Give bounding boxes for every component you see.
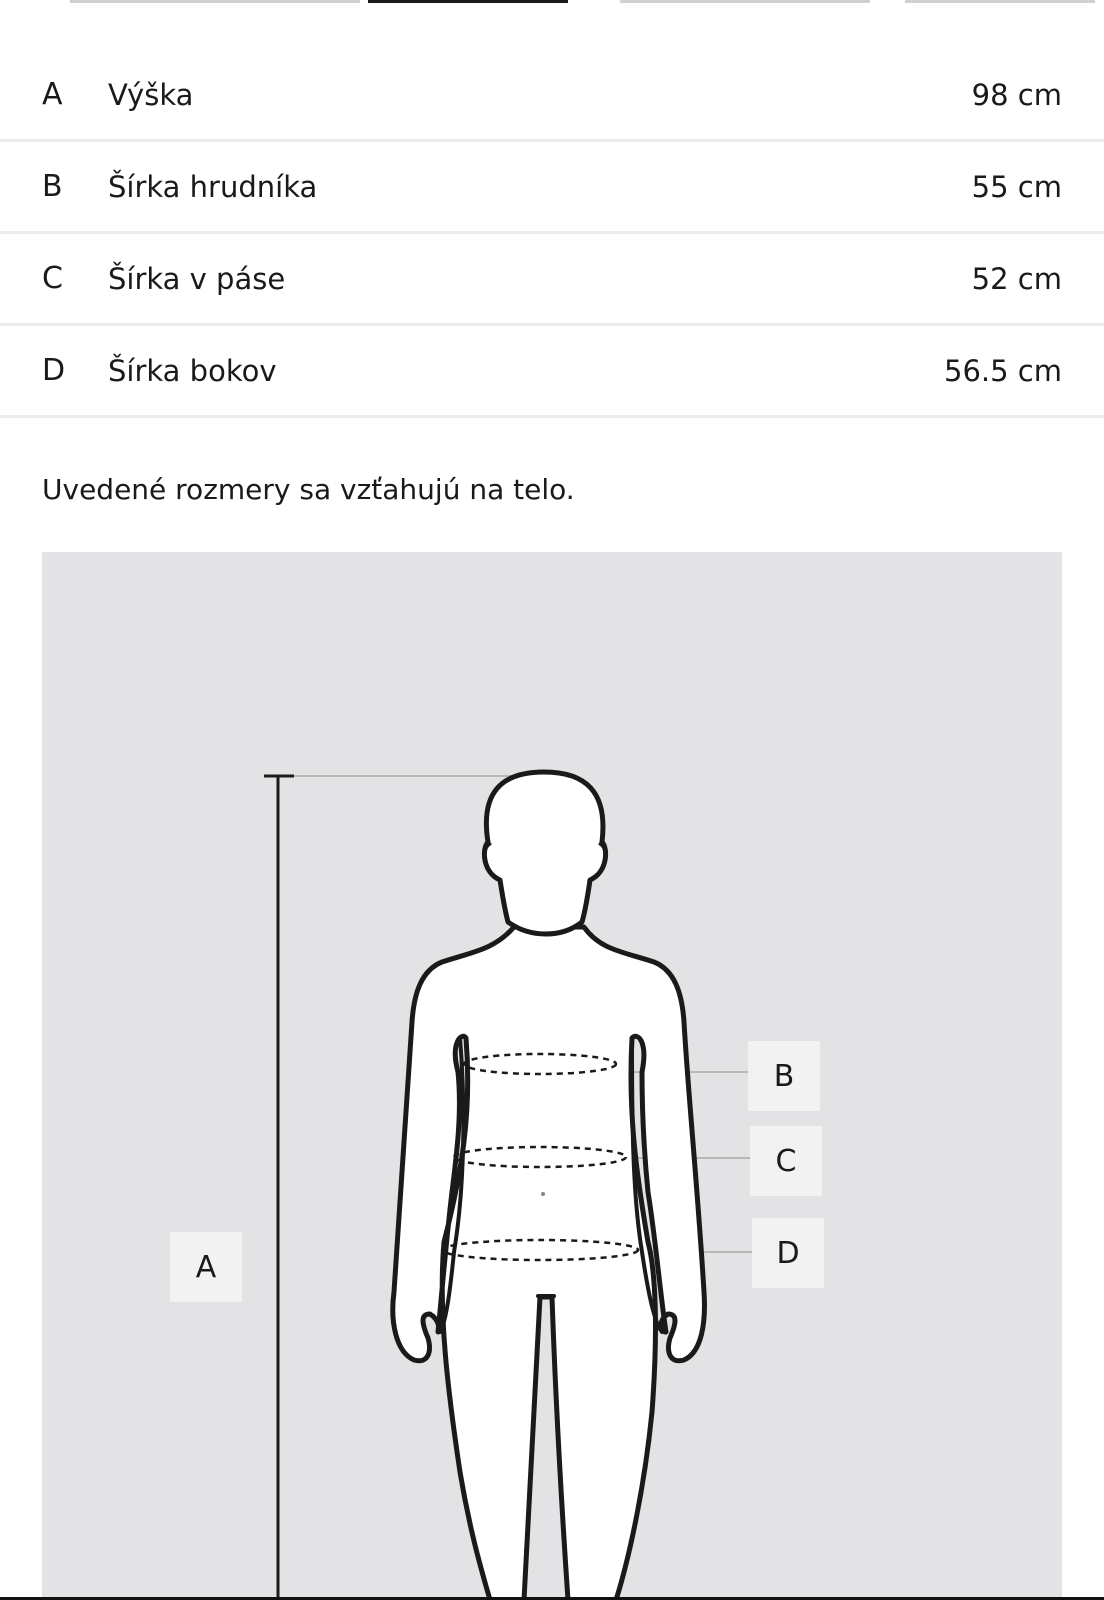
- measurement-row-waist: [0, 234, 1104, 326]
- tab-indicator: [70, 0, 360, 3]
- measurement-letter: D: [42, 353, 66, 388]
- body-measurement-diagram: [42, 552, 1062, 1600]
- measurement-value: 52 cm: [971, 261, 1062, 296]
- measurement-label: Šírka hrudníka: [108, 169, 318, 204]
- tab-indicator-active: [368, 0, 568, 3]
- measurement-value: 56.5 cm: [944, 353, 1062, 388]
- tab-indicator: [905, 0, 1095, 3]
- height-arrow: [264, 776, 294, 1600]
- tab-indicator: [620, 0, 870, 3]
- top-tab-indicators: [0, 0, 1104, 4]
- diagram-tag-b: B: [748, 1041, 820, 1111]
- measurement-label: Výška: [108, 77, 194, 112]
- measurement-value: 98 cm: [971, 77, 1062, 112]
- figure-head: [484, 772, 605, 934]
- measurement-row-hips: [0, 326, 1104, 418]
- measurements-table: [0, 50, 1104, 418]
- figure-body-outline: [393, 927, 705, 1600]
- measurement-row-chest: [0, 142, 1104, 234]
- diagram-tag-a: A: [170, 1232, 242, 1302]
- measurement-letter: C: [42, 261, 63, 296]
- diagram-tag-c: C: [750, 1126, 822, 1196]
- measurement-letter: B: [42, 169, 63, 204]
- child-figure-illustration: [42, 552, 1062, 1600]
- measurement-note: Uvedené rozmery sa vzťahujú na telo.: [42, 473, 575, 506]
- measurement-label: Šírka v páse: [108, 261, 286, 296]
- navel-mark: [541, 1192, 545, 1196]
- measurement-letter: A: [42, 77, 63, 112]
- diagram-tag-d: D: [752, 1218, 824, 1288]
- measurement-label: Šírka bokov: [108, 353, 277, 388]
- measurement-value: 55 cm: [971, 169, 1062, 204]
- measurement-row-height: [0, 50, 1104, 142]
